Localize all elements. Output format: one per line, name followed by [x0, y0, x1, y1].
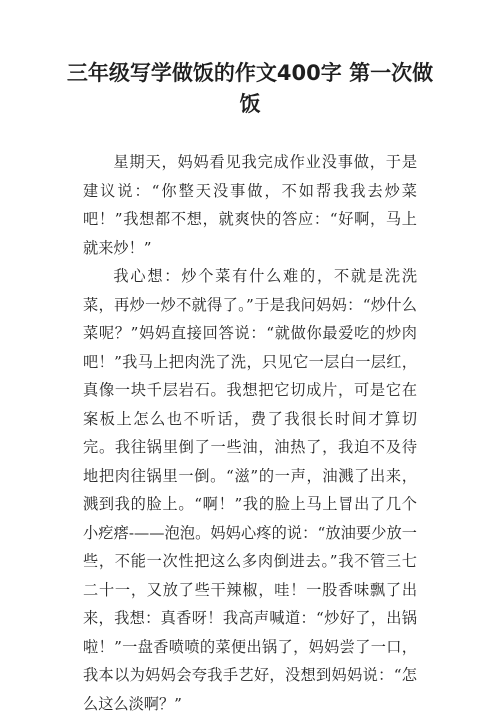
essay-body	[83, 148, 417, 718]
paragraph: 星期天，妈妈看见我完成作业没事做，于是建议说：“你整天没事做，不如帮我我去炒菜吧！”我想都不想，就爽快的答应：“好啊，马上就来炒！”	[83, 153, 417, 257]
paragraph: 我心想：炒个菜有什么难的，不就是洗洗菜，再炒一炒不就得了。”于是我问妈妈：“炒什么菜呢？”妈妈直接回答说：“就做你最爱吃的炒肉吧！”我马上把肉洗了洗，只见它一层白一层红，真像一块千层岩石。我想把它切成片，可是它在案板上怎么也不听话，费了我很长时间才算切完。我往锅里倒了一些油，油热了，我迫不及待地把肉往锅里一倒。“滋”的一声，油溅了出来，溅到我的脸上。“啊！”我的脸上马上冒出了几个小疙瘩-——泡泡。妈妈心疼的说：“放油要少放一些，不能一次性把这么多肉倒进去。”我不管三七二十一，又放了些干辣椒，哇！一股香味飘了出来，我想：真香呀！我高声喊道：“炒好了，出锅啦！”一盘香喷喷的菜便出锅了，妈妈尝了一口，我本以为妈妈会夸我手艺好，没想到妈妈说：“怎么这么淡啊？”	[83, 267, 417, 713]
essay-title: 三年级写学做饭的作文400字 第一次做饭	[66, 61, 434, 116]
